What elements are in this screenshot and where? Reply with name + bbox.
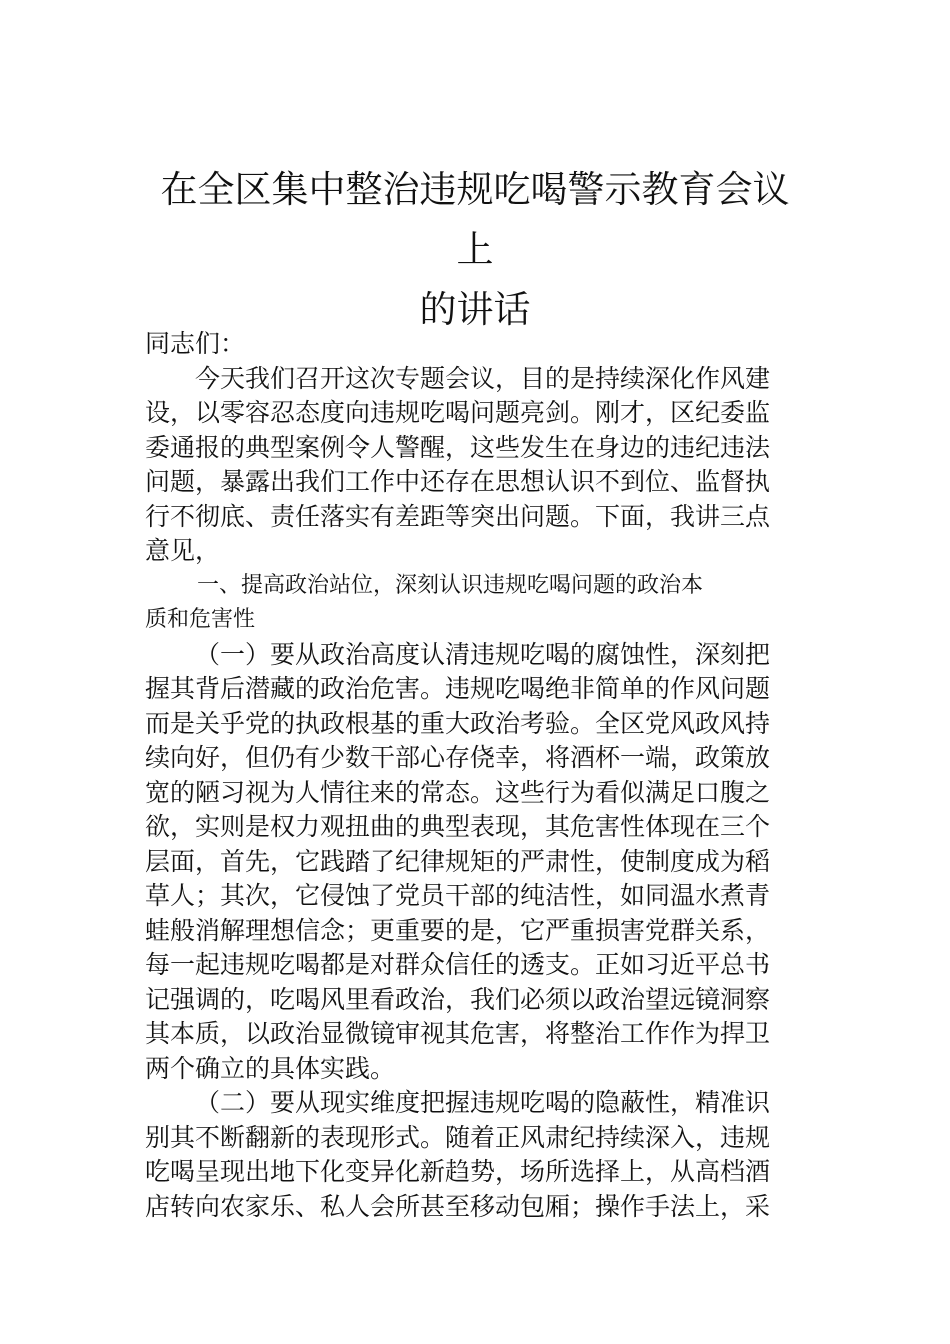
paragraph-line: （二）要从现实维度把握违规吃喝的隐蔽性，精准识 [195, 1088, 771, 1117]
paragraph-line: 每一起违规吃喝都是对群众信任的透支。正如习近平总书 [145, 950, 771, 979]
paragraph-line: 别其不断翻新的表现形式。随着正风肃纪持续深入，违规 [145, 1122, 771, 1152]
paragraph-line: 其本质，以政治显微镜审视其危害，将整治工作作为捍卫 [145, 1019, 771, 1048]
paragraph-line: 而是关乎党的执政根基的重大政治考验。全区党风政风持 [145, 708, 771, 738]
paragraph-line: 今天我们召开这次专题会议，目的是持续深化作风建 [195, 363, 771, 393]
paragraph-line: 吃喝呈现出地下化变异化新趋势，场所选择上，从高档酒 [145, 1157, 771, 1186]
paragraph-line: 草人；其次，它侵蚀了党员干部的纯洁性，如同温水煮青 [145, 881, 771, 910]
paragraph-line: （一）要从政治高度认清违规吃喝的腐蚀性，深刻把 [195, 639, 771, 669]
paragraph-line: 续向好，但仍有少数干部心存侥幸，将酒杯一端，政策放 [145, 743, 771, 772]
paragraph-line: 两个确立的具体实践。 [145, 1053, 396, 1083]
paragraph-line: 设，以零容忍态度向违规吃喝问题亮剑。刚才，区纪委监 [145, 398, 771, 427]
paragraph-line: 记强调的，吃喝风里看政治，我们必须以政治望远镜洞察 [145, 984, 771, 1014]
paragraph-line: 宽的陋习视为人情往来的常态。这些行为看似满足口腹之 [145, 777, 771, 807]
paragraph-line: 行不彻底、责任落实有差距等突出问题。下面，我讲三点 [145, 501, 771, 531]
document-title [145, 160, 805, 340]
paragraph-line: 意见， [145, 536, 221, 565]
paragraph-line: 问题，暴露出我们工作中还存在思想认识不到位、监督执 [145, 467, 771, 496]
title-line-2: 的讲话 [419, 288, 531, 331]
paragraph-line: 层面，首先，它践踏了纪律规矩的严肃性，使制度成为稻 [145, 846, 771, 876]
paragraph-line: 蛙般消解理想信念；更重要的是，它严重损害党群关系， [145, 915, 771, 945]
paragraph-line: 握其背后潜藏的政治危害。违规吃喝绝非简单的作风问题 [145, 674, 771, 703]
section-heading-line: 质和危害性 [145, 607, 256, 632]
document-body [145, 327, 810, 1224]
paragraph-line: 欲，实则是权力观扭曲的典型表现，其危害性体现在三个 [145, 812, 771, 841]
paragraph-line: 店转向农家乐、私人会所甚至移动包厢；操作手法上，采 [145, 1191, 771, 1221]
title-line-1: 在全区集中整治违规吃喝警示教育会议上 [160, 168, 790, 271]
paragraph-line: 同志们： [145, 329, 246, 358]
paragraph-line: 委通报的典型案例令人警醒，这些发生在身边的违纪违法 [145, 432, 771, 462]
section-heading-line: 一、提高政治站位，深刻认识违规吃喝问题的政治本 [197, 572, 704, 598]
